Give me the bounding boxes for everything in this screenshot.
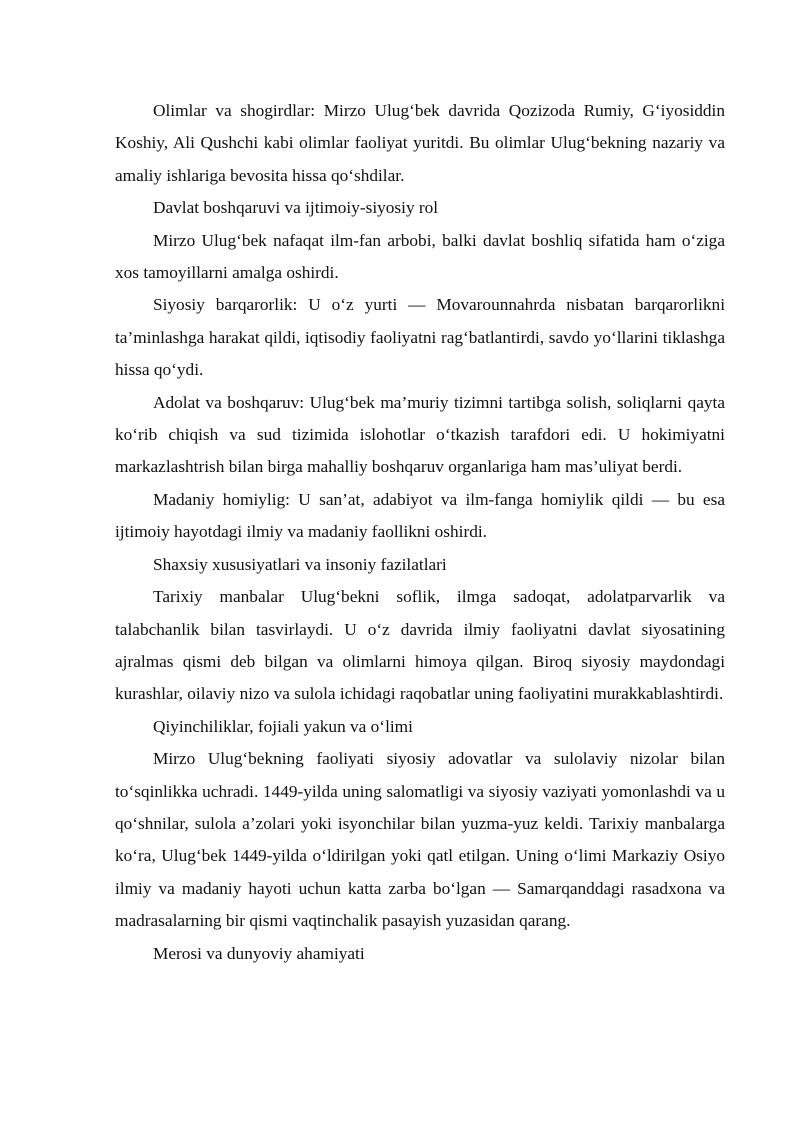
section-heading-personal-qualities: Shaxsiy xususiyatlari va insoniy fazilatlari	[153, 554, 447, 574]
paragraph-historical-sources: Tarixiy manbalar Ulug‘bekni soflik, ilmga sadoqat, adolatparvarlik va talabchanlik bilan tasvirlaydi. U o‘z davrida ilmiy faoliyatni davlat siyosatining ajralmas qismi deb bilgan va olimlarni himoya qilgan. Biroq siyosiy maydondagi kurashlar, oilaviy nizo va sulola ichidagi raqobatlar uning faoliyatini murakkablashtirdi.	[115, 587, 725, 704]
paragraph-state-leader: Mirzo Ulug‘bek nafaqat ilm-fan arbobi, balki davlat boshliq sifatida ham o‘ziga xos tamoyillarni amalga oshirdi.	[115, 230, 725, 283]
section-heading-difficulties-and-death: Qiyinchiliklar, fojiali yakun va o‘limi	[153, 716, 413, 736]
paragraph-political-stability: Siyosiy barqarorlik: U o‘z yurti — Movarounnahrda nisbatan barqarorlikni ta’minlashga harakat qildi, iqtisodiy faoliyatni rag‘batlantirdi, savdo yo‘llarini tiklashga hissa qo‘ydi.	[115, 295, 725, 380]
section-heading-legacy: Merosi va dunyoviy ahamiyati	[153, 943, 365, 963]
document-page	[115, 95, 725, 970]
paragraph-justice-and-governance: Adolat va boshqaruv: Ulug‘bek ma’muriy tizimni tartibga solish, soliqlarni qayta ko‘rib chiqish va sud tizimida islohotlar o‘tkazish tarafdori edi. U hokimiyatni markazlashtrish bilan birga mahalliy boshqaruv organlariga ham mas’uliyat berdi.	[115, 392, 725, 477]
paragraph-scholars-and-students: Olimlar va shogirdlar: Mirzo Ulug‘bek davrida Qozizoda Rumiy, G‘iyosiddin Koshiy, Ali Qushchi kabi olimlar faoliyat yuritdi. Bu olimlar Ulug‘bekning nazariy va amaliy ishlariga bevosita hissa qo‘shdilar.	[115, 101, 725, 185]
paragraph-cultural-patronage: Madaniy homiylig: U san’at, adabiyot va ilm-fanga homiylik qildi — bu esa ijtimoiy hayotdagi ilmiy va madaniy faollikni oshirdi.	[115, 489, 725, 542]
section-heading-state-governance: Davlat boshqaruvi va ijtimoiy-siyosiy rol	[153, 198, 439, 218]
paragraph-tragic-end: Mirzo Ulug‘bekning faoliyati siyosiy adovatlar va sulolaviy nizolar bilan to‘sqinlikka uchradi. 1449-yilda uning salomatligi va siyosiy vaziyati yomonlashdi va u qo‘shnilar, sulola a’zolari yoki isyonchilar bilan yuzma-yuz keldi. Tarixiy manbalarga ko‘ra, Ulug‘bek 1449-yilda o‘ldirilgan yoki qatl etilgan. Uning o‘limi Markaziy Osiyo ilmiy va madaniy hayoti uchun katta zarba bo‘lgan — Samarqanddagi rasadxona va madrasalarning bir qismi vaqtinchalik pasayish yuzasidan qarang.	[115, 749, 725, 931]
